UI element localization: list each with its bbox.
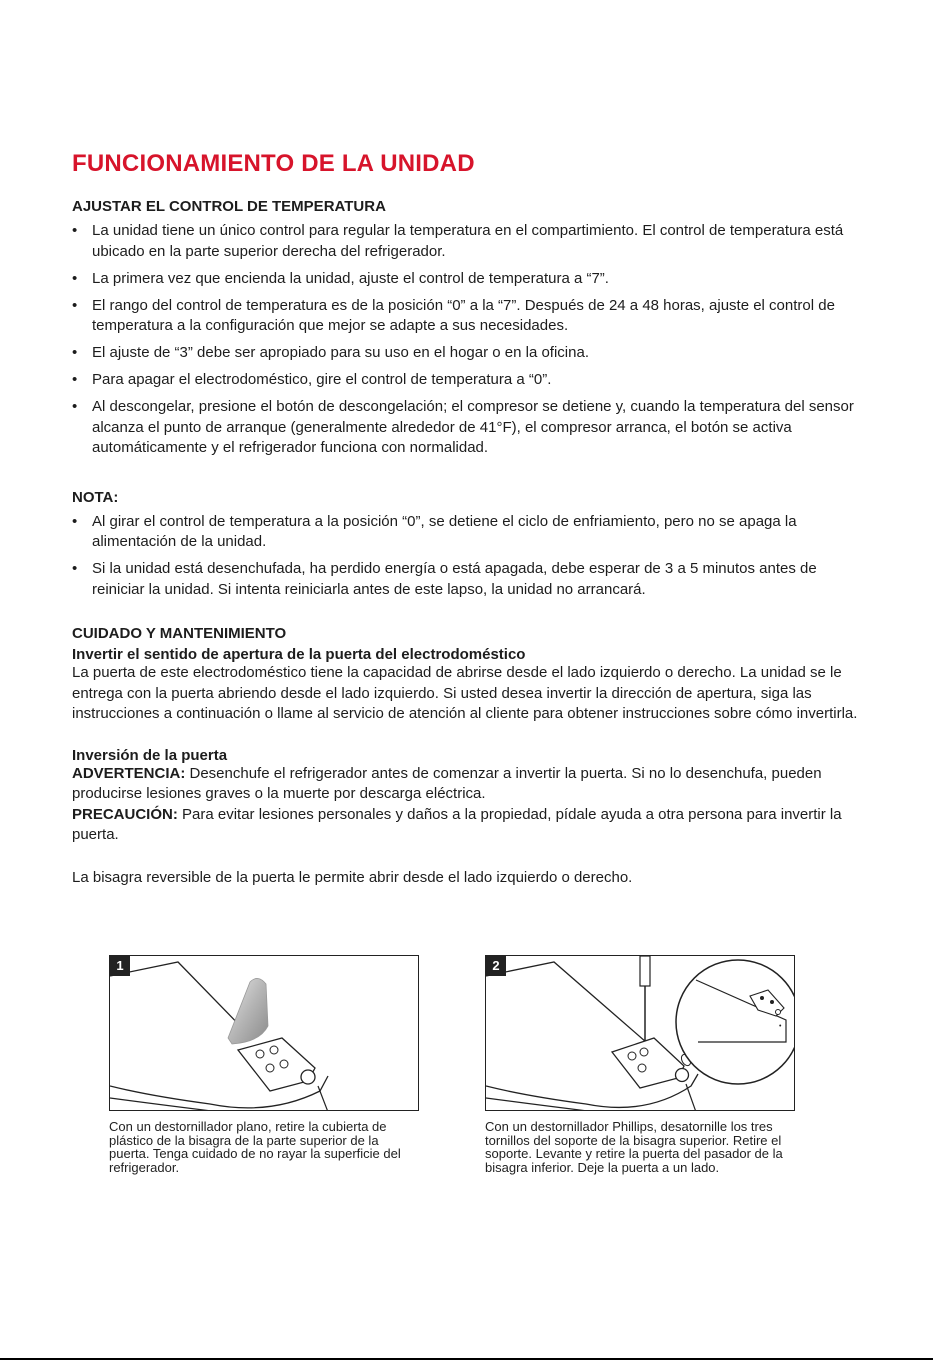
figures-row [0,955,933,1215]
figure-2-caption: Con un destornillador Phillips, desatornille los tres tornillos del soporte de la bisagra superior. Retire el soporte. Levante y retire la puerta del pasador de la bisagra inferior. Deje la puerta a un lado. [485,1119,783,1175]
figure-2-number: 2 [486,956,506,976]
warning-text: Desenchufe el refrigerador antes de comenzar a invertir la puerta. Si no lo desenchufa, pueden producirse lesiones graves o la muerte por descarga eléctrica. [72,764,822,802]
reverse-door-subheading: Invertir el sentido de apertura de la puerta del electrodoméstico [72,646,526,663]
temperature-control-section [72,198,872,459]
caution-label: PRECAUCIÓN: [72,805,178,823]
figure-2-illustration [485,955,795,1111]
caution-paragraph [72,805,872,846]
list-item: • El rango del control de temperatura es de la posición “0” a la “7”. Después de 24 a 48 horas, ajuste el control de temperatura a la configuración que mejor se adapte a sus necesidades. [72,296,872,337]
door-reversal-section [72,747,872,846]
figure-1-caption: Con un destornillador plano, retire la cubierta de plástico de la bisagra de la parte superior de la puerta. Tenga cuidado de no rayar la superficie del refrigerador. [109,1119,401,1175]
list-item: • La primera vez que encienda la unidad, ajuste el control de temperatura a “7”. [72,269,872,290]
note-list [72,512,872,601]
svg-text:•: • [779,1023,782,1030]
warning-paragraph [72,764,872,805]
door-reversal-heading: Inversión de la puerta [72,746,228,764]
hinge-note: La bisagra reversible de la puerta le permite abrir desde el lado izquierdo o derecho. [72,868,633,886]
care-section [72,625,872,725]
figure-1 [109,955,419,1174]
list-item: • Para apagar el electrodoméstico, gire el control de temperatura a “0”. [72,370,872,391]
list-item: • Al descongelar, presione el botón de descongelación; el compresor se detiene y, cuando la temperatura del sensor alcanza el punto de arranque (generalmente alrededor de 41°F), el compresor arranca, el botón se activa automáticamente y el refrigerador funciona con normalidad. [72,397,872,459]
temperature-control-list [72,221,872,459]
temperature-control-heading: AJUSTAR EL CONTROL DE TEMPERATURA [72,198,386,215]
list-item: • El ajuste de “3” debe ser apropiado para su uso en el hogar o en la oficina. [72,343,872,364]
caution-text: Para evitar lesiones personales y daños a la propiedad, pídale ayuda a otra persona para invertir la puerta. [72,805,842,843]
warning-label: ADVERTENCIA: [72,764,186,782]
list-item: • La unidad tiene un único control para regular la temperatura en el compartimiento. El control de temperatura está ubicado en la parte superior derecha del refrigerador. [72,221,872,262]
figure-1-number: 1 [110,956,130,976]
reverse-door-paragraph: La puerta de este electrodoméstico tiene la capacidad de abrirse desde el lado izquierdo o derecho. La unidad se le entrega con la puerta abriendo desde el lado izquierdo. Si usted desea invertir la dirección de apertura, siga las instrucciones a continuación o llame al servicio de atención al cliente para obtener instrucciones sobre cómo invertirla. [72,664,858,722]
page-title: FUNCIONAMIENTO DE LA UNIDAD [72,150,475,177]
note-heading: NOTA: [72,488,119,506]
figure-1-illustration [109,955,419,1111]
care-heading: CUIDADO Y MANTENIMIENTO [72,625,287,642]
hinge-cover-illustration [110,956,419,1111]
figure-2 [485,955,795,1174]
list-item: • Si la unidad está desenchufada, ha perdido energía o está apagada, debe esperar de 3 a 5 minutos antes de reiniciar la unidad. Si intenta reiniciarla antes de este lapso, la unidad no arrancará. [72,559,872,600]
list-item: • Al girar el control de temperatura a la posición “0”, se detiene el ciclo de enfriamiento, pero no se apaga la alimentación de la unidad. [72,512,872,553]
bottom-rule [0,1358,933,1360]
note-section [72,489,872,601]
hinge-screws-illustration [486,956,795,1111]
document-body [72,150,872,888]
